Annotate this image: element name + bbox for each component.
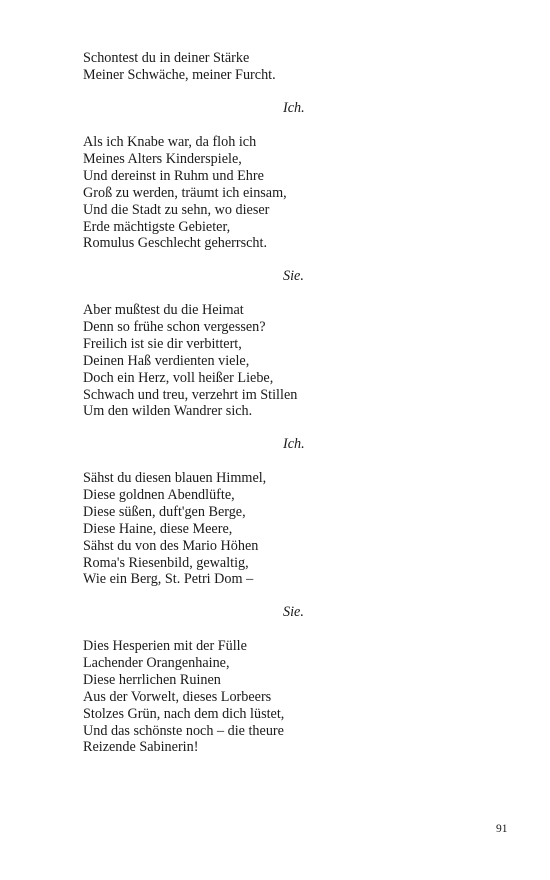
verse-line: Um den wilden Wandrer sich. (83, 403, 253, 420)
verse-line: Lachender Orangenhaine, (83, 654, 230, 671)
verse-line: Meines Alters Kinderspiele, (83, 150, 242, 167)
verse-line: Und das schönste noch – die theure (83, 722, 284, 739)
page-number: 91 (496, 823, 508, 835)
verse-line: Diese süßen, duft'gen Berge, (83, 503, 246, 520)
verse-line: Schwach und treu, verzehrt im Stillen (83, 386, 298, 403)
verse-line: Freilich ist sie dir verbittert, (83, 335, 242, 352)
stanza (83, 302, 503, 420)
verse-line: Erde mächtigste Gebieter, (83, 218, 231, 235)
verse-line: Denn so frühe schon vergessen? (83, 318, 266, 335)
verse-line: Roma's Riesenbild, gewaltig, (83, 554, 249, 571)
verse-line: Dies Hesperien mit der Fülle (83, 638, 247, 654)
speaker-label: Sie. (283, 268, 304, 284)
verse-line: Diese Haine, diese Meere, (83, 520, 233, 537)
verse-line: Schontest du in deiner Stärke (83, 50, 250, 66)
verse-line: Und dereinst in Ruhm und Ehre (83, 167, 264, 184)
verse-line: Meiner Schwäche, meiner Furcht. (83, 66, 276, 83)
stanza (83, 50, 503, 84)
verse-line: Groß zu werden, träumt ich einsam, (83, 184, 287, 201)
stanza (83, 470, 503, 588)
verse-line: Wie ein Berg, St. Petri Dom – (83, 571, 254, 588)
verse-line: Aber mußtest du die Heimat (83, 302, 244, 318)
verse-line: Aus der Vorwelt, dieses Lorbeers (83, 688, 272, 705)
verse-line: Deinen Haß verdienten viele, (83, 352, 250, 369)
speaker-label: Ich. (283, 100, 305, 116)
verse-line: Diese herrlichen Ruinen (83, 671, 221, 688)
verse-line: Diese goldnen Abendlüfte, (83, 486, 235, 503)
verse-line: Sähst du diesen blauen Himmel, (83, 470, 267, 486)
verse-line: Und die Stadt zu sehn, wo dieser (83, 201, 270, 218)
verse-line: Doch ein Herz, voll heißer Liebe, (83, 369, 274, 386)
verse-line: Als ich Knabe war, da floh ich (83, 134, 257, 150)
speaker-label: Ich. (283, 436, 305, 452)
stanza (83, 134, 503, 252)
verse-line: Romulus Geschlecht geherrscht. (83, 235, 267, 252)
verse-line: Stolzes Grün, nach dem dich lüstet, (83, 705, 285, 722)
speaker-label: Sie. (283, 604, 304, 620)
verse-line: Reizende Sabinerin! (83, 739, 199, 756)
stanza (83, 638, 503, 756)
verse-line: Sähst du von des Mario Höhen (83, 537, 259, 554)
